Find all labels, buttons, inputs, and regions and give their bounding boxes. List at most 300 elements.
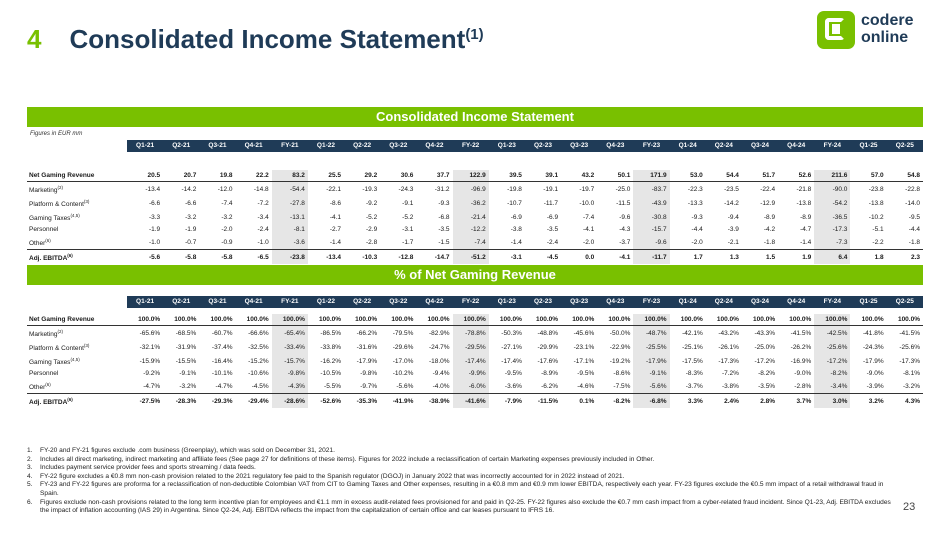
column-header: Q4-21 — [236, 140, 272, 152]
table-cell: 54.4 — [706, 170, 742, 182]
table-row — [27, 368, 923, 379]
table-cell: -86.5% — [320, 329, 342, 337]
table-cell: -19.8 — [507, 185, 522, 193]
spacer-row — [27, 152, 923, 170]
table-cell: -5.8 — [199, 250, 235, 265]
table-cell: -2.7 — [329, 226, 342, 233]
table-cell: 100.0% — [163, 314, 199, 326]
table-cell: -9.5% — [504, 370, 522, 377]
table-cell: 1.5 — [742, 250, 778, 265]
table-cell: -15.9% — [139, 357, 161, 365]
table-cell: -27.5% — [127, 394, 163, 409]
table-cell: -3.4 — [257, 213, 269, 221]
table-cell: 37.7 — [416, 170, 452, 182]
table-cell: -9.6 — [633, 235, 669, 250]
table-cell: -0.9 — [221, 238, 233, 246]
table-cell: 171.9 — [633, 170, 669, 182]
column-header: FY-21 — [272, 296, 308, 308]
column-header: Q1-25 — [850, 140, 886, 152]
table-cell: -36.2 — [453, 196, 489, 210]
table-cell: -0.7 — [185, 238, 197, 246]
table-cell: 100.0% — [127, 314, 163, 326]
footnote — [27, 499, 897, 516]
column-header: Q2-22 — [344, 296, 380, 308]
table-cell: -10.5% — [320, 370, 342, 377]
table-cell: -28.3% — [163, 394, 199, 409]
table-cell: -8.9 — [763, 213, 776, 221]
table-cell: 3.3% — [670, 394, 706, 409]
table-row — [27, 196, 923, 210]
row-label — [27, 354, 127, 368]
table-row — [27, 326, 923, 341]
table-cell: 100.0% — [778, 314, 814, 326]
table-cell: -3.7% — [685, 382, 703, 390]
table-cell: -27.8 — [272, 196, 308, 210]
table-cell: -8.9 — [800, 213, 812, 221]
table-cell: -9.5 — [908, 213, 920, 221]
table-cell: -9.9% — [453, 368, 489, 379]
row-label-text: Adj. EBITDA — [29, 255, 68, 262]
table-cell: -3.8 — [510, 226, 522, 233]
table-cell: -1.7 — [402, 238, 414, 246]
table-cell: -43.3% — [754, 329, 776, 337]
table-cell: -10.0 — [579, 199, 595, 207]
row-label-text: Marketing — [29, 331, 58, 338]
table-cell: 1.9 — [778, 250, 814, 265]
column-header: Q2-23 — [525, 296, 561, 308]
table-cell: -9.1 — [402, 199, 414, 207]
table-cell: -5.6% — [396, 382, 414, 390]
table-cell: -6.2% — [541, 382, 559, 390]
table-cell: 2.3 — [887, 250, 923, 265]
table-cell: 6.4 — [814, 250, 850, 265]
table-row — [27, 170, 923, 182]
table-cell: -9.4% — [432, 370, 450, 377]
table-row — [27, 340, 923, 354]
table-cell: -3.1 — [402, 226, 414, 233]
row-label-text: Net Gaming Revenue — [29, 316, 95, 323]
table-cell: -22.1 — [326, 185, 342, 193]
column-header: Q1-21 — [127, 296, 163, 308]
table-cell: -12.0 — [217, 185, 233, 193]
table-cell: -26.2% — [790, 343, 812, 351]
table-cell: -9.7% — [360, 382, 378, 390]
footnote-number: 5. — [27, 481, 33, 489]
table-cell: -1.4 — [800, 238, 812, 246]
table-cell: 1.3 — [706, 250, 742, 265]
column-header: FY-23 — [633, 140, 669, 152]
table-cell: -17.2% — [754, 357, 776, 365]
table-cell: -52.6% — [308, 394, 344, 409]
table-cell: -36.5 — [814, 210, 850, 224]
column-header: Q3-24 — [742, 296, 778, 308]
column-header: FY-22 — [453, 140, 489, 152]
table-cell: -9.4 — [727, 213, 739, 221]
column-header: FY-21 — [272, 140, 308, 152]
table-cell: 54.8 — [887, 170, 923, 182]
table-cell: 4.3% — [887, 394, 923, 409]
table-cell: -3.4% — [814, 379, 850, 394]
table-cell: -7.2 — [257, 199, 269, 207]
table-cell: -25.5% — [633, 340, 669, 354]
table-cell: -3.5 — [438, 226, 450, 233]
table-cell: 2.4% — [706, 394, 742, 409]
table-cell: -79.5% — [392, 329, 414, 337]
table-cell: -25.1% — [682, 343, 703, 351]
table-cell: -5.1 — [872, 226, 884, 233]
table-cell: -19.3 — [362, 185, 378, 193]
codere-logo-icon — [817, 11, 855, 49]
table-cell: -42.5% — [814, 326, 850, 341]
table-cell: -41.8% — [863, 329, 884, 337]
table-cell: -10.6% — [248, 370, 269, 377]
table-cell: -66.6% — [248, 329, 269, 337]
table-cell: -13.4 — [308, 250, 344, 265]
column-header: Q4-24 — [778, 296, 814, 308]
table-cell: -3.5 — [546, 226, 559, 233]
percent-ngr-heading: % of Net Gaming Revenue — [27, 265, 923, 285]
row-footnote-ref: (6) — [45, 238, 51, 243]
column-header: Q2-25 — [887, 296, 923, 308]
table-cell: 0.0 — [561, 250, 597, 265]
table-cell: 100.0% — [236, 314, 272, 326]
table-cell: -2.4 — [546, 238, 559, 246]
column-header: Q3-22 — [380, 296, 416, 308]
table-cell: -32.5% — [248, 343, 269, 351]
table-cell: -1.8 — [908, 238, 920, 246]
table-cell: -13.4 — [145, 185, 161, 193]
column-header: Q4-22 — [416, 140, 452, 152]
table-cell: -4.7 — [800, 226, 812, 233]
table-cell: -2.8 — [366, 238, 378, 246]
table-cell: 53.0 — [670, 170, 706, 182]
table-cell: 100.0% — [344, 314, 380, 326]
table-cell: -7.3 — [814, 235, 850, 250]
table-cell: -29.9% — [537, 343, 559, 351]
column-header: Q2-21 — [163, 296, 199, 308]
column-header: Q2-24 — [706, 296, 742, 308]
table-cell: -12.8 — [380, 250, 416, 265]
table-cell: 100.0% — [561, 314, 597, 326]
table-cell: -1.9 — [185, 226, 197, 233]
table-cell: -6.6 — [185, 199, 197, 207]
table-cell: -2.1 — [727, 238, 739, 246]
table-cell: -9.8% — [272, 368, 308, 379]
table-cell: -17.0% — [392, 357, 414, 365]
table-cell: -25.6% — [899, 343, 920, 351]
table-cell: -17.4% — [453, 354, 489, 368]
table-cell: -25.0% — [754, 343, 776, 351]
row-footnote-ref: (2) — [57, 185, 64, 190]
table-cell: -6.9 — [510, 213, 522, 221]
table-cell: -24.3% — [863, 343, 884, 351]
table-cell: -48.8% — [537, 329, 559, 337]
table-cell: -22.9% — [609, 343, 631, 351]
table-cell: 20.5 — [127, 170, 163, 182]
table-cell: -1.9 — [148, 226, 161, 233]
header-blank — [27, 140, 127, 152]
codere-online-logo — [817, 11, 937, 51]
table-cell: -66.2% — [356, 329, 378, 337]
table-cell: -31.9% — [175, 343, 197, 351]
table-cell: 100.0% — [597, 314, 633, 326]
table-row — [27, 182, 923, 197]
table-cell: -4.2 — [763, 226, 776, 233]
income-statement-table — [27, 140, 923, 264]
footnote-number: 6. — [27, 498, 33, 506]
table-cell: -48.7% — [633, 326, 669, 341]
column-header: Q2-23 — [525, 140, 561, 152]
row-footnote-ref: (4,5) — [70, 213, 80, 218]
row-label — [27, 182, 127, 197]
table-cell: -5.5% — [324, 382, 342, 390]
table-cell: 100.0% — [814, 314, 850, 326]
title-text: Consolidated Income Statement — [69, 24, 466, 54]
table-cell: -21.8 — [796, 185, 812, 193]
table-cell: -5.8 — [163, 250, 199, 265]
row-label-text: Platform & Content — [29, 201, 84, 208]
table-cell: 1.7 — [670, 250, 706, 265]
table-row — [27, 250, 923, 265]
logo-line-2: online — [861, 29, 909, 46]
table-cell: -24.3 — [398, 185, 414, 193]
header-blank — [27, 296, 127, 308]
row-label — [27, 250, 127, 265]
table-cell: -4.4 — [691, 226, 703, 233]
footnote — [27, 473, 897, 482]
table-cell: 100.0% — [489, 314, 525, 326]
table-cell: 30.6 — [380, 170, 416, 182]
column-header: Q3-23 — [561, 296, 597, 308]
table-cell: -7.2% — [721, 370, 739, 377]
table-cell: -14.8 — [253, 185, 269, 193]
table-cell: 19.8 — [199, 170, 235, 182]
table-cell: -25.0 — [615, 185, 631, 193]
table-cell: -42.1% — [682, 329, 703, 337]
row-footnote-ref: (6) — [67, 397, 73, 402]
table-cell: -17.3% — [718, 357, 739, 365]
table-cell: -2.0 — [221, 226, 233, 233]
table-cell: -11.5 — [616, 199, 631, 207]
table-cell: -65.4% — [272, 326, 308, 341]
table-cell: 3.0% — [814, 394, 850, 409]
table-cell: -50.0% — [609, 329, 631, 337]
table-cell: -30.8 — [633, 210, 669, 224]
table-cell: 51.7 — [742, 170, 778, 182]
table-cell: -2.0 — [691, 238, 703, 246]
table-cell: -17.6% — [537, 357, 559, 365]
column-header: Q1-22 — [308, 140, 344, 152]
table-cell: -15.5% — [175, 357, 197, 365]
table-cell: -11.5% — [525, 394, 561, 409]
table-cell: -6.0% — [453, 379, 489, 394]
column-header: Q4-22 — [416, 296, 452, 308]
table-cell: -17.9% — [863, 357, 884, 365]
table-cell: -15.7 — [633, 224, 669, 235]
row-footnote-ref: (6) — [45, 382, 51, 387]
table-cell: 50.1 — [597, 170, 633, 182]
table-cell: -21.4 — [453, 210, 489, 224]
table-cell: -8.3% — [685, 370, 703, 377]
table-cell: -14.2 — [724, 199, 739, 207]
table-cell: -11.7 — [543, 199, 559, 207]
column-header: Q4-23 — [597, 140, 633, 152]
row-label — [27, 368, 127, 379]
table-cell: 39.1 — [525, 170, 561, 182]
footnote-number: 1. — [27, 447, 33, 454]
table-cell: -8.1% — [903, 370, 920, 377]
table-cell: -33.8% — [320, 343, 342, 351]
table-cell: -35.3% — [344, 394, 380, 409]
table-cell: -43.9 — [633, 196, 669, 210]
table-cell: 2.8% — [742, 394, 778, 409]
row-label — [27, 170, 127, 182]
table-cell: -7.5% — [613, 382, 631, 390]
footnote — [27, 481, 897, 498]
footnote-number: 4. — [27, 472, 33, 480]
table-cell: -90.0 — [814, 182, 850, 197]
table-cell: -8.6 — [329, 199, 342, 207]
table-cell: -23.8 — [272, 250, 308, 265]
table-cell: -2.2 — [872, 238, 884, 246]
table-cell: -38.9% — [416, 394, 452, 409]
table-cell: -1.5 — [438, 238, 450, 246]
table-cell: -41.5% — [790, 329, 812, 337]
table-cell: -9.0% — [794, 370, 812, 377]
table-cell: -9.1% — [633, 368, 669, 379]
table-cell: -45.6% — [573, 329, 595, 337]
table-cell: -3.3 — [148, 213, 161, 221]
table-cell: -8.1 — [272, 224, 308, 235]
row-label-text: Other — [29, 384, 46, 391]
table-cell: -96.9 — [453, 182, 489, 197]
table-cell: -3.2% — [179, 382, 197, 390]
table-cell: -14.2 — [181, 185, 197, 193]
table-cell: 100.0% — [308, 314, 344, 326]
column-header: Q1-25 — [850, 296, 886, 308]
row-label — [27, 210, 127, 224]
table-cell: -3.6 — [272, 235, 308, 250]
table-cell: -9.2% — [143, 370, 161, 377]
table-cell: 83.2 — [272, 170, 308, 182]
table-cell: -6.8% — [633, 394, 669, 409]
table-cell: 20.7 — [163, 170, 199, 182]
table-cell: -3.6% — [504, 382, 522, 390]
table-cell: -17.4% — [501, 357, 522, 365]
table-cell: -16.4% — [211, 357, 233, 365]
row-label-text: Other — [29, 240, 46, 247]
table-cell: -14.7 — [416, 250, 452, 265]
column-header: FY-24 — [814, 140, 850, 152]
table-cell: -23.5 — [724, 185, 739, 193]
table-cell: -13.8 — [796, 199, 812, 207]
table-cell: 100.0% — [272, 314, 308, 326]
table-cell: 100.0% — [850, 314, 886, 326]
column-header: Q3-21 — [199, 140, 235, 152]
table-cell: -4.5 — [525, 250, 561, 265]
table-cell: -10.2 — [868, 213, 884, 221]
table-cell: -4.3% — [272, 379, 308, 394]
table-cell: -83.7 — [633, 182, 669, 197]
footnote-text: FY-23 and FY-22 figures are proforma for a reclassification of non-deductible Colombian VAT from CIT to Gaming Taxes and Other expenses, resulting in a €0.8 mm and €0.9 mm lower EBITDA, respectively each year. FY-23 figures exclude the €0.5 mm impact of a retail withdrawal fraud in Spain. — [40, 481, 884, 497]
table-cell: -19.2% — [609, 357, 631, 365]
column-header: Q4-23 — [597, 296, 633, 308]
footnote-text: Includes all direct marketing, indirect marketing and affiliate fees (See page 27 for definitions of these items). Figures for 2022 include a reclassification of certain Marketing expenses previously included in Other. — [40, 455, 655, 463]
table-cell: -13.8 — [868, 199, 884, 207]
table-cell: -33.4% — [272, 340, 308, 354]
table-cell: -17.9% — [633, 354, 669, 368]
table-cell: -9.3 — [691, 213, 703, 221]
footnote-text: FY-22 figure excludes a €0.8 mm non-cash provision related to the 2021 regulatory fee paid to the Spanish regulator (DGOJ) in January 2022 that was incorrectly accounted for in 2022 instead of 2021. — [40, 472, 625, 480]
table-cell: -43.2% — [718, 329, 739, 337]
table-cell: 22.2 — [236, 170, 272, 182]
table-cell: -2.8% — [794, 382, 812, 390]
table-cell: -8.2% — [758, 370, 776, 377]
table-cell: -9.2 — [366, 199, 378, 207]
table-cell: 100.0% — [887, 314, 923, 326]
table-cell: -51.2 — [453, 250, 489, 265]
table-cell: -22.3 — [687, 185, 703, 193]
table-cell: -8.2% — [597, 394, 633, 409]
table-cell: 100.0% — [633, 314, 669, 326]
table-cell: -68.5% — [175, 329, 197, 337]
table-cell: -78.8% — [453, 326, 489, 341]
table-cell: -3.9 — [727, 226, 739, 233]
table-row — [27, 394, 923, 409]
table-cell: -13.1 — [272, 210, 308, 224]
row-label-text: Personnel — [29, 370, 59, 377]
table-cell: 100.0% — [453, 314, 489, 326]
column-header: Q1-22 — [308, 296, 344, 308]
table-cell: 100.0% — [380, 314, 416, 326]
table-cell: -29.3% — [199, 394, 235, 409]
table-cell: 3.7% — [778, 394, 814, 409]
row-label — [27, 196, 127, 210]
table-cell: -9.0% — [866, 370, 884, 377]
table-cell: -8.2% — [814, 368, 850, 379]
table-cell: -4.1 — [597, 250, 633, 265]
table-cell: -23.1% — [573, 343, 595, 351]
table-cell: -17.2% — [814, 354, 850, 368]
table-cell: -13.3 — [687, 199, 703, 207]
table-cell: -60.7% — [211, 329, 233, 337]
logo-text — [861, 12, 913, 46]
table-cell: -9.8% — [360, 370, 378, 377]
table-cell: -3.1 — [489, 250, 525, 265]
table-row — [27, 210, 923, 224]
table-cell: 100.0% — [706, 314, 742, 326]
table-cell: -4.0% — [432, 382, 450, 390]
table-cell: -16.2% — [320, 357, 342, 365]
table-cell: -1.4 — [329, 238, 342, 246]
table-cell: -4.1 — [329, 213, 342, 221]
table-cell: -8.9% — [541, 370, 559, 377]
row-label — [27, 340, 127, 354]
table-cell: -3.2% — [903, 382, 920, 390]
table-cell: -37.4% — [211, 343, 233, 351]
table-cell: -26.1% — [718, 343, 739, 351]
row-label — [27, 314, 127, 326]
table-row — [27, 235, 923, 250]
table-cell: -17.3% — [899, 357, 920, 365]
row-footnote-ref: (3) — [83, 343, 90, 348]
percent-header-row — [27, 296, 923, 308]
table-cell: -18.0% — [428, 357, 450, 365]
column-header: Q2-21 — [163, 140, 199, 152]
table-cell: -54.4 — [272, 182, 308, 197]
footnote-number: 2. — [27, 455, 33, 463]
table-cell: -11.7 — [633, 250, 669, 265]
